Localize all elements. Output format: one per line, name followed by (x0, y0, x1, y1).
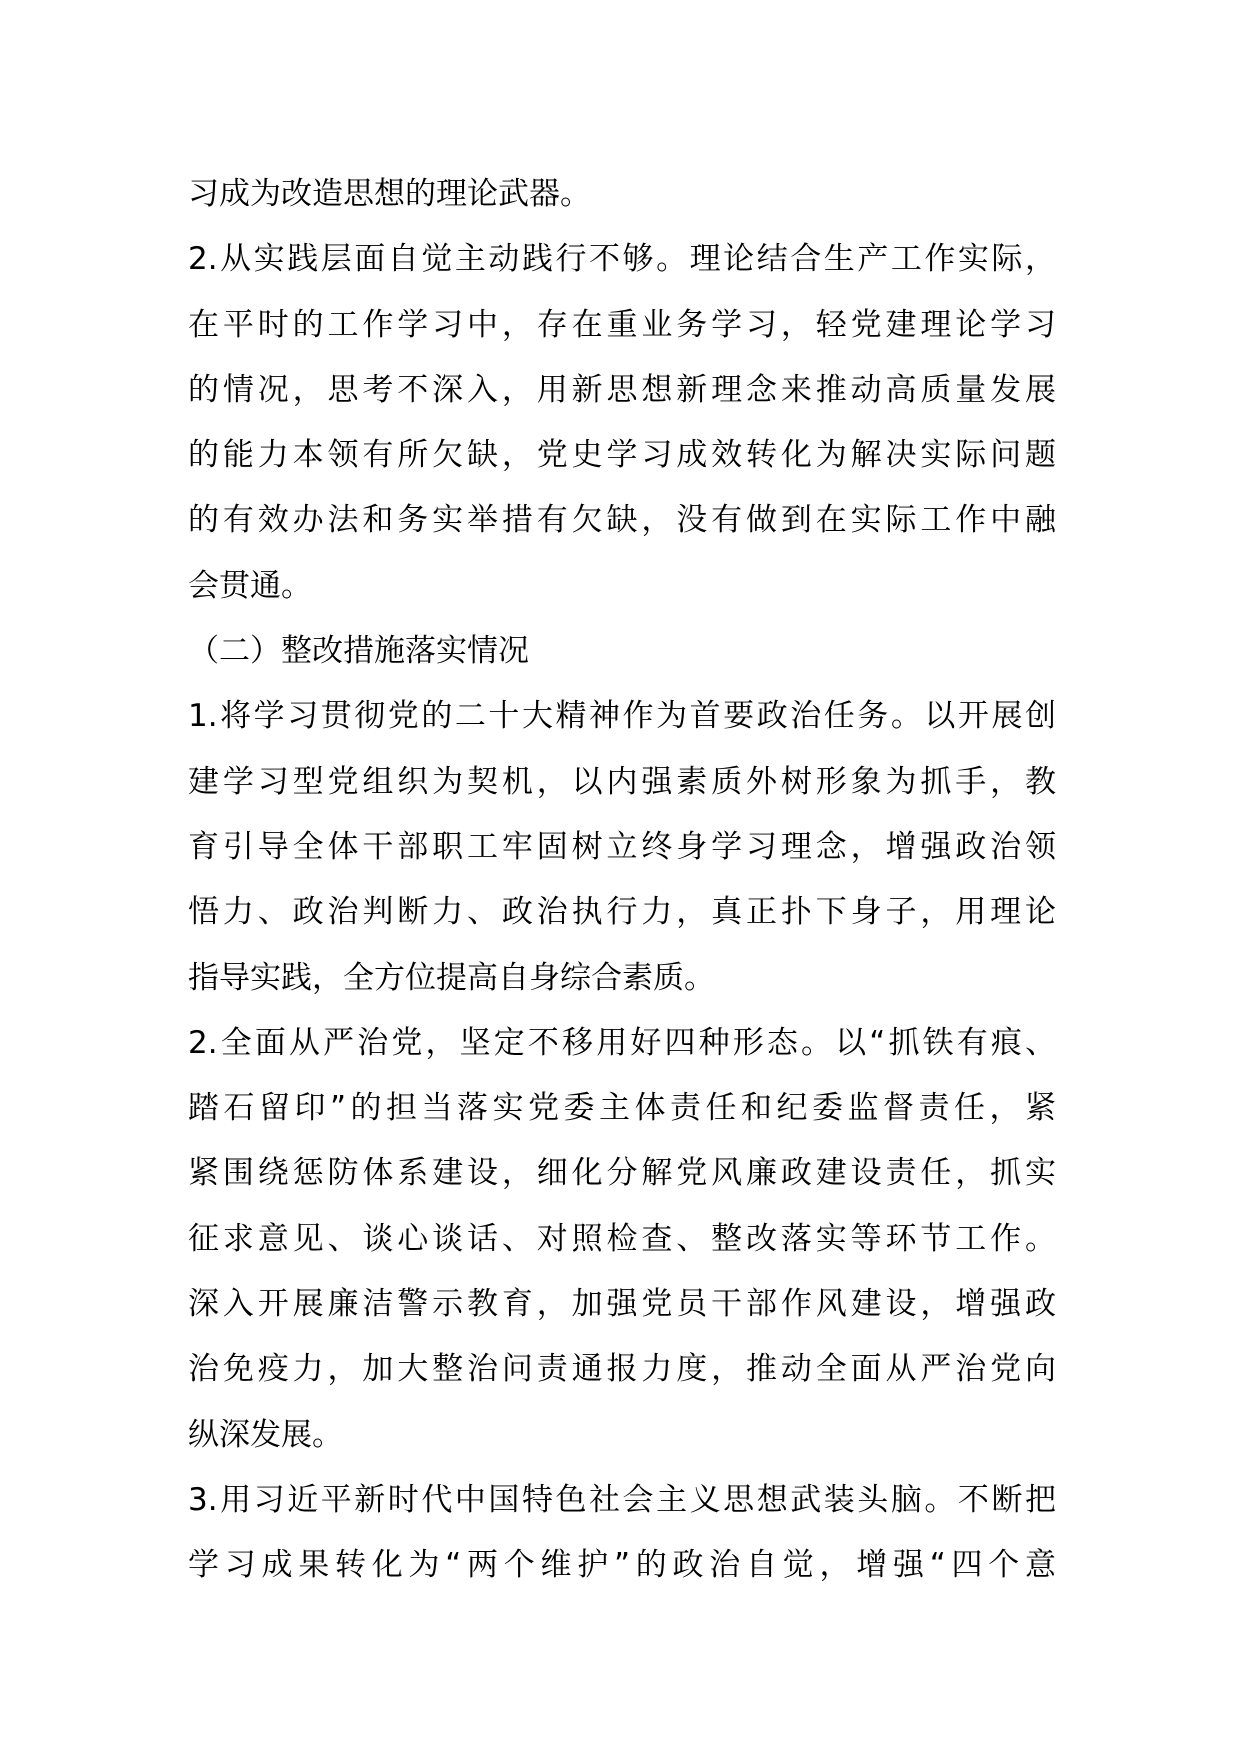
text-line: 的有效办法和务实举措有欠缺，没有做到在实际工作中融 (188, 502, 1056, 539)
text-line: 深入开展廉洁警示教育，加强党员干部作风建设，增强政 (188, 1286, 1056, 1323)
text-line: 悟力、政治判断力、政治执行力，真正扑下身子，用理论 (188, 894, 1056, 931)
text-line: 会贯通。 (188, 567, 312, 604)
text-line: 的情况，思考不深入，用新思想新理念来推动高质量发展 (188, 371, 1056, 408)
text-line: 指导实践，全方位提高自身综合素质。 (188, 959, 715, 996)
text-line: 踏石留印”的担当落实党委主体责任和纪委监督责任，紧 (188, 1090, 1056, 1127)
text-line: 学习成果转化为“两个维护”的政治自觉，增强“四个意 (188, 1547, 1056, 1584)
text-line: 征求意见、谈心谈话、对照检查、整改落实等环节工作。 (188, 1220, 1056, 1257)
text-line: 的能力本领有所欠缺，党史学习成效转化为解决实际问题 (188, 437, 1056, 474)
text-line: 2.全面从严治党，坚定不移用好四种形态。以“抓铁有痕、 (188, 1024, 1056, 1061)
text-line: 3.用习近平新时代中国特色社会主义思想武装头脑。不断把 (188, 1481, 1056, 1518)
text-line: 育引导全体干部职工牢固树立终身学习理念，增强政治领 (188, 828, 1056, 865)
text-line: 1.将学习贯彻党的二十大精神作为首要政治任务。以开展创 (188, 698, 1056, 735)
document-body (188, 162, 1056, 1599)
text-line: 纵深发展。 (188, 1416, 343, 1453)
text-line: 在平时的工作学习中，存在重业务学习，轻党建理论学习 (188, 306, 1056, 343)
text-line: 治免疫力，加大整治问责通报力度，推动全面从严治党向 (188, 1351, 1056, 1388)
text-line: 建学习型党组织为契机，以内强素质外树形象为抓手，教 (188, 763, 1056, 800)
text-line: 习成为改造思想的理论武器。 (188, 176, 591, 212)
text-line: 2.从实践层面自觉主动践行不够。理论结合生产工作实际， (188, 241, 1056, 278)
text-line: 紧围绕惩防体系建设，细化分解党风廉政建设责任，抓实 (188, 1155, 1056, 1192)
text-line: （二）整改措施落实情况 (188, 633, 529, 670)
